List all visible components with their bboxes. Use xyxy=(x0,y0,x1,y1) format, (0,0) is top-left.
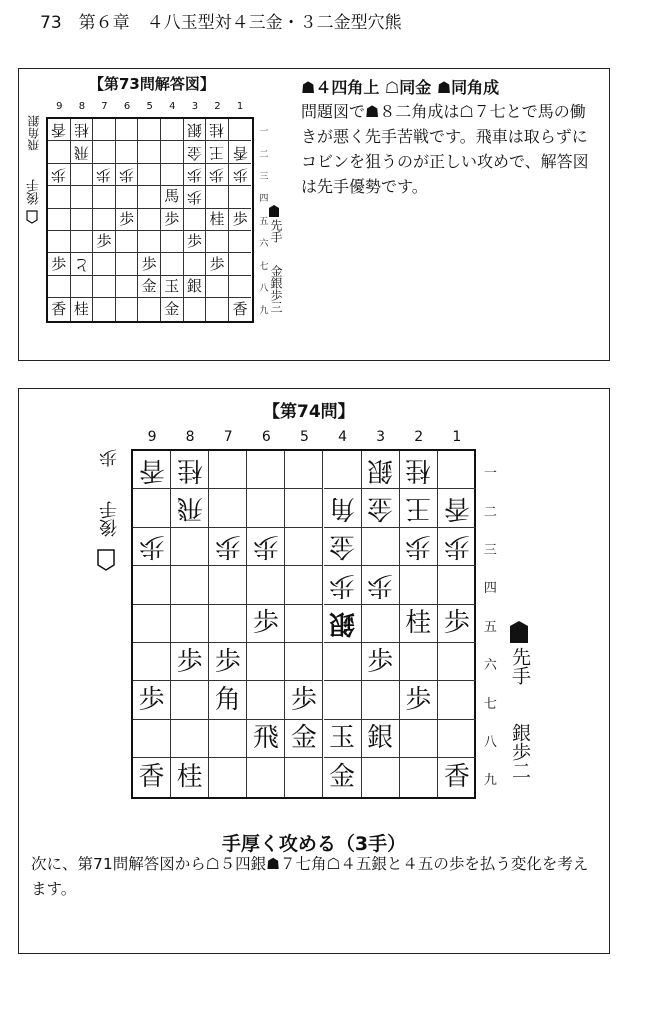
sente-piece: 歩 xyxy=(186,232,202,251)
diagram73-gote-label xyxy=(25,179,44,205)
board-square xyxy=(209,451,247,489)
board-square xyxy=(161,164,184,186)
gote-piece: 桂 xyxy=(176,454,203,485)
board-square xyxy=(206,253,229,275)
sente-piece: 歩 xyxy=(290,685,317,716)
board-square xyxy=(171,451,209,489)
gote-piece: 歩 xyxy=(119,165,135,184)
board-square xyxy=(400,566,438,604)
board-square xyxy=(362,451,400,489)
board-square xyxy=(171,720,209,758)
board-square xyxy=(133,566,171,604)
board-square xyxy=(247,681,285,719)
column-label: 2 xyxy=(414,429,424,445)
column-label: 8 xyxy=(78,101,86,112)
board-square xyxy=(324,528,362,566)
board-square xyxy=(229,231,252,253)
board-square xyxy=(247,566,285,604)
board-square xyxy=(161,298,184,320)
board-square xyxy=(285,451,323,489)
board-square xyxy=(133,681,171,719)
row-label: 七 xyxy=(483,696,497,712)
board-square xyxy=(184,231,207,253)
board-square xyxy=(161,141,184,163)
gote-piece: 桂 xyxy=(405,454,432,485)
row-label: 七 xyxy=(259,261,269,272)
board-square xyxy=(229,141,252,163)
board-square xyxy=(116,253,139,275)
gote-piece: 歩 xyxy=(186,165,202,184)
board-square xyxy=(71,209,94,231)
sente-piece: 歩 xyxy=(443,608,470,639)
board-square xyxy=(71,253,94,275)
sente-piece: 歩 xyxy=(252,608,279,639)
board-square xyxy=(400,643,438,681)
board-square xyxy=(438,643,476,681)
board-square xyxy=(362,489,400,527)
gote-mark-icon xyxy=(26,209,38,228)
board-square xyxy=(138,141,161,163)
sente-piece: 玉 xyxy=(164,276,180,295)
row-label: 六 xyxy=(483,658,497,674)
board-square xyxy=(206,298,229,320)
sente-piece: 歩 xyxy=(119,209,135,228)
board-square xyxy=(184,253,207,275)
board-square xyxy=(209,605,247,643)
gote-piece: 香 xyxy=(232,143,248,162)
diagram74-sente-hand: 銀歩二 xyxy=(509,723,531,780)
gote-piece: 飛 xyxy=(176,493,203,524)
board-square xyxy=(362,643,400,681)
board-square xyxy=(93,276,116,298)
row-label: 六 xyxy=(259,239,269,250)
board-square xyxy=(48,298,71,320)
board-square xyxy=(247,758,285,796)
board-square xyxy=(324,489,362,527)
board-square xyxy=(161,186,184,208)
page-header: 73 第６章 ４八玉型対４三金・３二金型穴熊 xyxy=(40,13,402,33)
sente-piece: 馬 xyxy=(164,187,180,206)
board-square xyxy=(362,528,400,566)
board-square xyxy=(93,253,116,275)
answer-move-sequence: ☗４四角上 ☖同金 ☗同角成 xyxy=(301,78,500,97)
board-square xyxy=(206,141,229,163)
board-square xyxy=(48,253,71,275)
board-square xyxy=(133,605,171,643)
board-square xyxy=(438,489,476,527)
board-square xyxy=(229,276,252,298)
board-square xyxy=(71,164,94,186)
diagram73-title: 【第73問解答図】 xyxy=(89,75,215,93)
sente-piece: 金 xyxy=(329,762,356,793)
board-square xyxy=(184,164,207,186)
diagram73-sente-hand: 金銀歩三 xyxy=(269,265,283,313)
board-square xyxy=(209,681,247,719)
board-square xyxy=(209,720,247,758)
sente-piece: 桂 xyxy=(73,299,89,318)
sente-mark-icon xyxy=(509,620,529,648)
board-square xyxy=(161,209,184,231)
diagram74-title: 【第74問】 xyxy=(263,402,355,422)
board-square xyxy=(438,566,476,604)
board-square xyxy=(209,758,247,796)
gote-piece: 角 xyxy=(329,493,356,524)
diagram74-gote-hand: 歩 xyxy=(99,449,120,467)
board-square xyxy=(285,758,323,796)
board-square xyxy=(116,119,139,141)
board-square xyxy=(184,209,207,231)
column-label: 7 xyxy=(223,429,233,445)
board-square xyxy=(362,720,400,758)
gote-piece: 歩 xyxy=(209,165,225,184)
board-square xyxy=(285,528,323,566)
board-square xyxy=(438,758,476,796)
board-square xyxy=(93,209,116,231)
board-square xyxy=(184,141,207,163)
gote-label: 後手 xyxy=(27,179,42,205)
gote-piece: と xyxy=(73,255,89,274)
diagram73-gote-hand: 飛角銀 xyxy=(27,115,41,151)
board-square xyxy=(362,605,400,643)
board-square xyxy=(247,643,285,681)
board-square xyxy=(206,119,229,141)
board-square xyxy=(161,231,184,253)
sente-piece: 金 xyxy=(290,723,317,754)
board-square xyxy=(138,164,161,186)
board-square xyxy=(93,186,116,208)
board-square xyxy=(362,758,400,796)
row-label: 五 xyxy=(483,619,497,635)
board-square xyxy=(184,298,207,320)
sente-piece: 玉 xyxy=(329,723,356,754)
gote-piece: 歩 xyxy=(329,569,356,600)
board-square xyxy=(209,643,247,681)
board-square xyxy=(209,528,247,566)
board-square xyxy=(206,231,229,253)
board-square xyxy=(184,119,207,141)
board-square xyxy=(285,566,323,604)
sente-piece: 角 xyxy=(214,685,241,716)
board-square xyxy=(93,298,116,320)
board-square xyxy=(229,298,252,320)
board-square xyxy=(285,681,323,719)
sente-piece: 金 xyxy=(164,299,180,318)
board-square xyxy=(138,231,161,253)
gote-piece: 歩 xyxy=(252,531,279,562)
column-label: 5 xyxy=(299,429,309,445)
column-label: 1 xyxy=(452,429,462,445)
column-label: 6 xyxy=(123,101,131,112)
gote-piece: 香 xyxy=(443,493,470,524)
board-square xyxy=(171,605,209,643)
board-square xyxy=(48,209,71,231)
board-square xyxy=(161,276,184,298)
sente-piece: 歩 xyxy=(164,209,180,228)
gote-piece: 金 xyxy=(329,531,356,562)
column-label: 9 xyxy=(147,429,157,445)
gote-piece: 桂 xyxy=(209,121,225,140)
board-square xyxy=(93,231,116,253)
gote-piece: 飛 xyxy=(73,143,89,162)
column-label: 6 xyxy=(261,429,271,445)
board-square xyxy=(229,164,252,186)
board-square xyxy=(133,489,171,527)
board-square xyxy=(116,164,139,186)
problem-description: 次に、第71問解答図から☖５四銀☗７七角☖４五銀と４五の歩を払う変化を考えます。 xyxy=(31,855,589,898)
board-square xyxy=(324,605,362,643)
board-square xyxy=(171,681,209,719)
board-square xyxy=(138,298,161,320)
board-square xyxy=(229,119,252,141)
board-square xyxy=(71,141,94,163)
answer-commentary: 問題図で☗８二角成は☖７七とで馬の働きが悪く先手苦戦です。飛車は取らずにコビンを狙うのが正しい攻めで、解答図は先手優勢です。 xyxy=(301,102,589,196)
board-square xyxy=(285,720,323,758)
diagram74-gote-label: 後手 xyxy=(99,501,120,537)
row-label: 一 xyxy=(483,466,497,482)
sente-piece: 歩 xyxy=(51,254,67,273)
board-square xyxy=(93,119,116,141)
board-square xyxy=(48,186,71,208)
column-label: 5 xyxy=(146,101,153,112)
diagram74-board xyxy=(131,449,476,799)
row-label: 二 xyxy=(259,149,269,160)
board-square xyxy=(48,231,71,253)
board-square xyxy=(184,186,207,208)
sente-piece: 香 xyxy=(232,299,248,318)
board-square xyxy=(171,758,209,796)
row-label: 五 xyxy=(259,216,269,227)
board-square xyxy=(229,186,252,208)
board-square xyxy=(48,276,71,298)
board-square xyxy=(116,141,139,163)
sente-piece: 桂 xyxy=(209,209,225,228)
board-square xyxy=(438,451,476,489)
gote-mark-icon xyxy=(97,549,115,575)
column-label: 7 xyxy=(101,101,108,112)
board-square xyxy=(362,566,400,604)
board-square xyxy=(184,276,207,298)
row-label: 三 xyxy=(483,543,497,558)
board-square xyxy=(48,141,71,163)
column-label: 3 xyxy=(191,101,199,112)
board-square xyxy=(324,720,362,758)
sente-piece: 歩 xyxy=(367,646,394,677)
diagram73-sente-label: 先手 xyxy=(269,219,283,243)
sente-piece: 飛 xyxy=(252,723,279,754)
board-square xyxy=(138,253,161,275)
row-label: 四 xyxy=(259,194,269,205)
sente-piece: 香 xyxy=(138,762,165,793)
sente-piece: 歩 xyxy=(232,209,248,228)
board-square xyxy=(71,276,94,298)
board-square xyxy=(48,119,71,141)
board-square xyxy=(324,451,362,489)
board-square xyxy=(247,489,285,527)
gote-piece: 歩 xyxy=(96,165,112,184)
board-square xyxy=(400,605,438,643)
gote-piece: 歩 xyxy=(367,569,394,600)
board-square xyxy=(206,209,229,231)
column-label: 3 xyxy=(376,429,386,445)
board-square xyxy=(171,528,209,566)
sente-piece: 香 xyxy=(443,762,470,793)
board-square xyxy=(209,566,247,604)
board-square xyxy=(133,451,171,489)
row-label: 一 xyxy=(259,127,269,138)
board-square xyxy=(71,186,94,208)
board-square xyxy=(93,164,116,186)
board-square xyxy=(171,643,209,681)
board-square xyxy=(206,164,229,186)
board-square xyxy=(400,489,438,527)
gote-piece: 歩 xyxy=(186,188,202,207)
answer-diagram-panel xyxy=(18,68,610,361)
board-square xyxy=(116,298,139,320)
gote-piece: 銀 xyxy=(186,121,202,140)
board-square xyxy=(71,231,94,253)
board-square xyxy=(400,451,438,489)
board-square xyxy=(247,605,285,643)
row-label: 九 xyxy=(483,773,497,789)
sente-piece: 歩 xyxy=(405,685,432,716)
sente-piece: 金 xyxy=(141,276,157,295)
board-square xyxy=(116,186,139,208)
board-square xyxy=(324,643,362,681)
board-square xyxy=(324,758,362,796)
sente-piece: 銀 xyxy=(367,723,394,754)
board-square xyxy=(285,489,323,527)
board-square xyxy=(209,489,247,527)
board-square xyxy=(116,276,139,298)
gote-piece: 香 xyxy=(51,121,67,140)
board-square xyxy=(324,681,362,719)
board-square xyxy=(247,528,285,566)
board-square xyxy=(71,298,94,320)
board-square xyxy=(285,605,323,643)
problem-title: 手厚く攻める（3手） xyxy=(221,833,407,855)
gote-piece: 金 xyxy=(186,143,202,162)
column-label: 4 xyxy=(169,101,176,112)
column-label: 1 xyxy=(236,101,244,112)
board-square xyxy=(138,186,161,208)
row-label: 八 xyxy=(483,735,497,750)
board-square xyxy=(362,681,400,719)
gote-piece: 歩 xyxy=(405,531,432,562)
board-square xyxy=(285,643,323,681)
board-square xyxy=(229,209,252,231)
board-square xyxy=(133,720,171,758)
board-square xyxy=(400,681,438,719)
board-square xyxy=(324,566,362,604)
board-square xyxy=(206,276,229,298)
problem-panel xyxy=(18,388,610,954)
sente-piece: 歩 xyxy=(176,646,203,677)
board-square xyxy=(400,720,438,758)
sente-piece: 銀 xyxy=(186,276,202,295)
sente-piece: 桂 xyxy=(176,762,203,793)
sente-piece: 歩 xyxy=(141,254,157,273)
gote-piece: 歩 xyxy=(51,165,67,184)
board-square xyxy=(247,451,285,489)
row-label: 九 xyxy=(259,306,269,317)
board-square xyxy=(229,253,252,275)
column-label: 4 xyxy=(338,429,347,445)
board-square xyxy=(400,758,438,796)
board-square xyxy=(438,720,476,758)
gote-piece: 銀 xyxy=(367,454,394,485)
sente-piece: 歩 xyxy=(209,254,225,273)
board-square xyxy=(48,164,71,186)
gote-piece: 香 xyxy=(138,454,165,485)
sente-piece: 歩 xyxy=(96,232,112,251)
row-label: 八 xyxy=(259,284,269,294)
gote-piece: 桂 xyxy=(73,121,89,140)
gote-piece: 歩 xyxy=(232,165,248,184)
board-square xyxy=(438,528,476,566)
gote-piece: 金 xyxy=(367,493,394,524)
board-square xyxy=(438,681,476,719)
board-square xyxy=(206,186,229,208)
board-square xyxy=(93,141,116,163)
sente-piece: 歩 xyxy=(214,646,241,677)
board-square xyxy=(400,528,438,566)
gote-piece: 王 xyxy=(405,493,432,524)
row-label: 四 xyxy=(483,581,497,597)
board-square xyxy=(138,119,161,141)
board-square xyxy=(171,566,209,604)
column-label: 9 xyxy=(56,101,63,112)
column-label: 2 xyxy=(214,101,221,112)
board-square xyxy=(133,643,171,681)
board-square xyxy=(133,758,171,796)
board-square xyxy=(71,119,94,141)
gote-piece: 歩 xyxy=(138,531,165,562)
sente-piece: 香 xyxy=(51,299,67,318)
gote-piece: 歩 xyxy=(443,531,470,562)
board-square xyxy=(161,253,184,275)
gote-piece: 歩 xyxy=(214,531,241,562)
row-label: 二 xyxy=(483,504,497,520)
board-square xyxy=(161,119,184,141)
gote-piece: 王 xyxy=(209,143,225,162)
board-square xyxy=(116,231,139,253)
board-square xyxy=(438,605,476,643)
sente-piece: 桂 xyxy=(405,608,432,639)
board-square xyxy=(133,528,171,566)
board-square xyxy=(116,209,139,231)
board-square xyxy=(138,209,161,231)
gote-piece: 銀 xyxy=(329,608,356,639)
board-square xyxy=(138,276,161,298)
board-square xyxy=(247,720,285,758)
row-label: 三 xyxy=(259,172,269,182)
column-label: 8 xyxy=(185,429,195,445)
diagram74-sente-label: 先手 xyxy=(509,647,531,685)
diagram73-board xyxy=(46,117,254,323)
sente-piece: 歩 xyxy=(138,685,165,716)
board-square xyxy=(171,489,209,527)
